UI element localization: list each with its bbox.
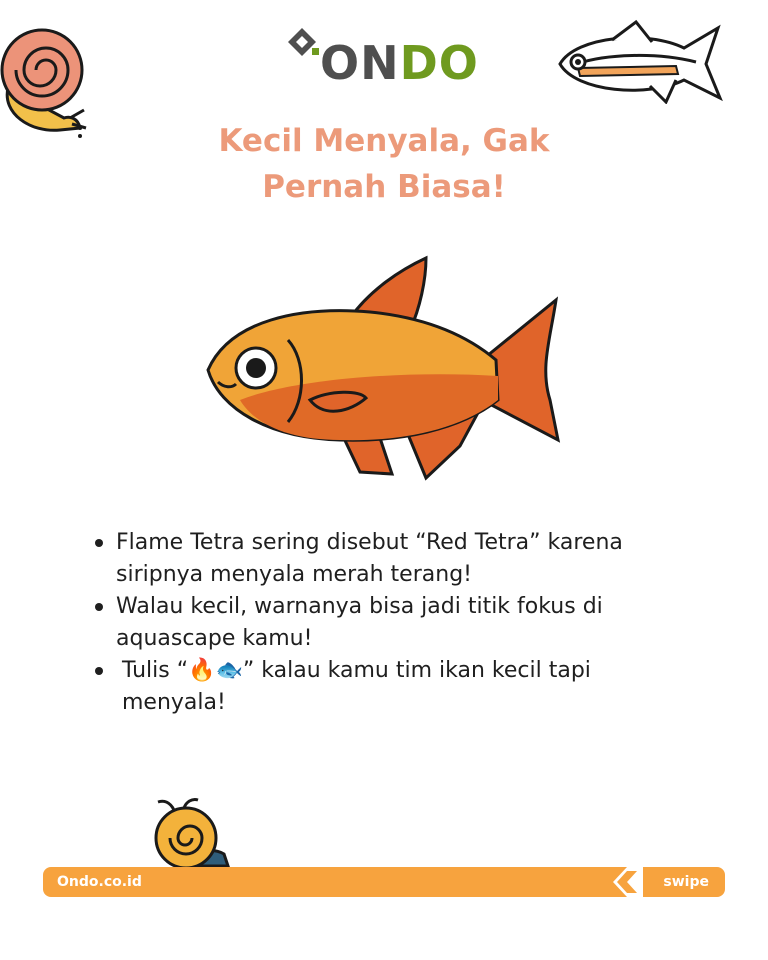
flame-tetra-illustration [200,250,570,490]
chevron-left-icon [603,867,643,897]
page-headline: Kecil Menyala, Gak Pernah Biasa! [218,123,550,205]
swipe-button[interactable]: swipe [663,874,709,890]
small-snail-icon [144,796,230,868]
list-item: Tulis “🔥🐟” kalau kamu tim ikan kecil tapi menyala! [92,655,672,719]
list-item: Flame Tetra sering disebut “Red Tetra” karena siripnya menyala merah terang! [92,527,672,591]
brand-logo [288,22,488,102]
snail-icon [0,18,90,138]
list-item: Walau kecil, warnanya bisa jadi titik fokus di aquascape kamu! [92,591,672,655]
brand-name-part1: ON [320,36,400,90]
facts-list [92,527,672,719]
footer-bar [43,867,725,897]
site-url[interactable]: Ondo.co.id [57,874,142,890]
brand-name-part2: DO [399,36,479,90]
brand-wordmark [320,36,479,90]
neon-tetra-icon [556,18,726,104]
